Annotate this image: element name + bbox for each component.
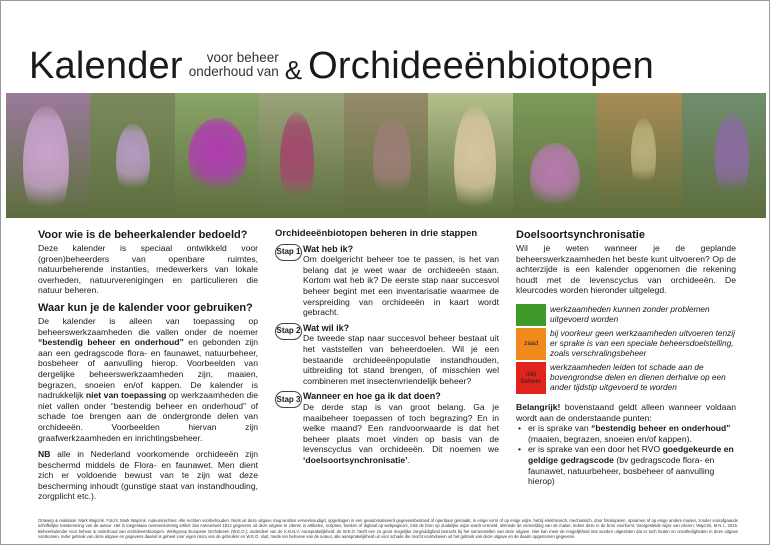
column-synchronisatie [516,229,736,487]
heading-waar-gebruiken: Waar kun je de kalender voor gebruiken? [38,301,253,314]
text-belangrijk: Belangrijk! bovenstaand geldt alleen wanneer voldaan wordt aan de onderstaande punten: [516,401,736,423]
orchid-photo [344,93,428,218]
legend-swatch: zaad [516,328,546,360]
footer-credits: Ontwerp & realisatie: Mark Wajcrnk. Foto's: Mark Wajcrnk. Auteursrechten: Alle rechten voorbehouden. Niets uit deze uitgave mag worden verveelvoudigd, opgeslagen in een geautomatiseerd gegevensbestand of openbaar gemaakt, in enige vorm of op enige wijze, hetzij elektronisch, mechanisch, door fotokopieën, opnamen of op enige andere manier, zonder voorafgaande schriftelijke toestemming van de auteur. Het is toegestaan overeenkomstig artikel 15a Auteurswet 1912 gegevens uit deze uitgave te citeren in artikelen, scripties, boeken of digitaal op webpagina's, mits de bron op duidelijke wijze wordt vermeld, alsmede de vermelding van de maker, indien deze in de bron voorkomt. Voorgestelde wijze van citeren: Wajcrnk, M.N.I., 2015. Beheerkalender voor beheer & onderhoud van orchideeënbiotopen. Werkgroep Europese Orchideeën (W.E.O.), onderdeel van de K.N.N.V. Aansprakelijkheid: de W.E.O. heeft een zo groot mogelijke zorgvuldigheid betracht bij het samenstellen van deze uitgave. Niet kan meer de mogelijkheid niet worden uitgesloten dat er toch fouten en onvolledigheden in deze uitgave voorkomen. Ieder gebruik van deze uitgave en gegevens daaruit is geheel voor eigen risico van de gebruiker en W.E.O. sluit, mede ten behoeve van de auteur, alle aansprakelijkheid uit voor schade die mocht voortvloeien uit het gebruik van deze uitgave en de daarin opgenomen gegevens. [38,518,738,539]
legend-row [516,304,736,326]
legend-swatch [516,304,546,326]
orchid-photo [428,93,512,218]
orchid-photo [175,93,259,218]
orchid-photo [513,93,597,218]
step-2-title: Wat wil ik? [303,322,350,333]
orchid-photo-strip [6,93,766,218]
legend-row [516,362,736,394]
step-1-title: Wat heb ik? [303,243,354,254]
legend-text: werkzaamheden kunnen zonder problemen uitgevoerd worden [550,303,710,324]
legend-text: werkzaamheden leiden tot schade aan de bovengrondse delen en dienen derhalve op een ander tijdstip uitgevoerd te worden [550,361,726,392]
step-3-title: Wanneer en hoe ga ik dat doen? [303,391,441,402]
color-legend [516,304,736,394]
orchid-photo [6,93,90,218]
column-intro [38,229,258,502]
text-waar-gebruiken: De kalender is alleen van toepassing op beheerswerkzaamheden die vallen onder de noemer “bestendig beheer en onderhoud” en gebonden zijn aan een gedragscode flora- en faunawet, natuurbeheer, bosbeheer of aanvulling hierop. Voorbeelden van dergelijke beheerswerkzaamheden zijn, maaien, begrazen, snoeien en/of kappen. De kalender is nadrukkelijk niet van toepassing op werkzaamheden die niet vallen onder “bestendig beheer en onderhoud” of schade toe brengen aan de ondergronde delen van orchideeën. Voorbeelden hiervan zijn graafwerkzaamheden en inrichtingsbeheer. [38,315,258,443]
step-2-text: De tweede stap naar succesvol beheer bestaat uit het vaststellen van beheerdoelen. Wil je een bestaande orchideeënpopulatie instandhouden, uitbreiding tot stand brengen, of misschien wel combineren met insectenvriendelijk beheer? [303,333,499,386]
step-1-badge: Stap 1 [275,244,302,261]
orchid-flower-shape [280,112,314,212]
orchid-flower-shape [631,118,656,193]
text-voor-wie: Deze kalender is speciaal ontwikkeld voor (groen)beheerders van openbare ruimtes, natuurbeherende instanties, medewerkers van lokale overheden, natuurverenigingen en particulieren die natuur beheren. [38,243,258,296]
step-1-text: Om doelgericht beheer toe te passen, is het van belang dat je weet waar de orchideeën staan. Kortom wat heb ik? De eerste stap naar succesvol beheer begint met een inventarisatie waarmee de verspreiding van orchideeën in kaart wordt gebracht. [303,254,499,318]
text-nb: NB alle in Nederland voorkomende orchideeën zijn beschermd middels de Flora- en faunawet. Men dient zich er voldoende bewust van te zijn wat deze bescherming inhoudt (gunstige staat van instandhouding, zorgplicht etc.). [38,449,258,502]
column-steps [275,229,499,470]
title-small-line1: voor beheer [206,49,279,65]
title-orchideeenbiotopen: Orchideeënbiotopen [308,45,655,87]
heading-drie-stappen: Orchideeënbiotopen beheren in drie stappen [275,228,478,239]
step-3-text: De derde stap is van groot belang. Ga je maaibeheer toepassen of toch begrazing? En in welke maand? Een randvoorwaarde is dat het beheer plaats moet vinden op basis van de levenscyclus van orchideeën. Dit noemen we ‘doelsoortsynchronisatie’. [303,401,499,465]
heading-voor-wie: Voor wie is de beheerkalender bedoeld? [38,229,248,241]
orchid-flower-shape [116,124,150,199]
orchid-flower-shape [23,106,69,219]
legend-swatch: niet beheer [516,362,546,394]
title-small-line2: onderhoud van [188,63,279,79]
title-ampersand: & [284,55,303,85]
orchid-flower-shape [530,143,581,212]
step-2-badge: Stap 2 [275,323,302,340]
orchid-photo [682,93,766,218]
orchid-flower-shape [715,112,749,206]
orchid-photo [90,93,174,218]
text-doelsoortsynchronisatie: Wil je weten wanneer je de geplande beheerswerkzaamheden het beste kunt uitvoeren? Op de achterzijde is een kalender opgenomen die rekening houdt met de levenscyclus van orchideeën. De kleurcodes worden hieronder uitgelegd. [516,243,736,296]
legend-text: bij voorkeur geen werkzaamheden uitvoeren tenzij er sprake is van een speciale beheersdoelstelling, zoals verschralingsbeheer [550,327,735,358]
orchid-flower-shape [188,118,247,199]
title-kalender: Kalender [29,45,183,87]
step-3-badge: Stap 3 [275,391,302,408]
orchid-photo [597,93,681,218]
page-title [29,25,654,85]
title-subtitle-stack [189,51,279,79]
condition-item: • er is sprake van “bestendig beheer en onderhoud” (maaien, begrazen, snoeien en/of kappen). [516,423,736,444]
orchid-photo [259,93,343,218]
condition-item: • er is sprake van een door het RVO goedgekeurde en geldige gedragscode (bv gedragscode flora- en faunawet, natuurbeheer, bosbeheer of aanvulling hierop) [516,444,736,486]
legend-row [516,328,736,360]
orchid-flower-shape [454,106,496,219]
orchid-flower-shape [373,118,411,206]
step-1 [275,244,499,318]
step-2 [275,323,499,387]
conditions-list [516,423,736,487]
heading-doelsoortsynchronisatie: Doelsoortsynchronisatie [516,229,645,241]
step-3 [275,391,499,465]
